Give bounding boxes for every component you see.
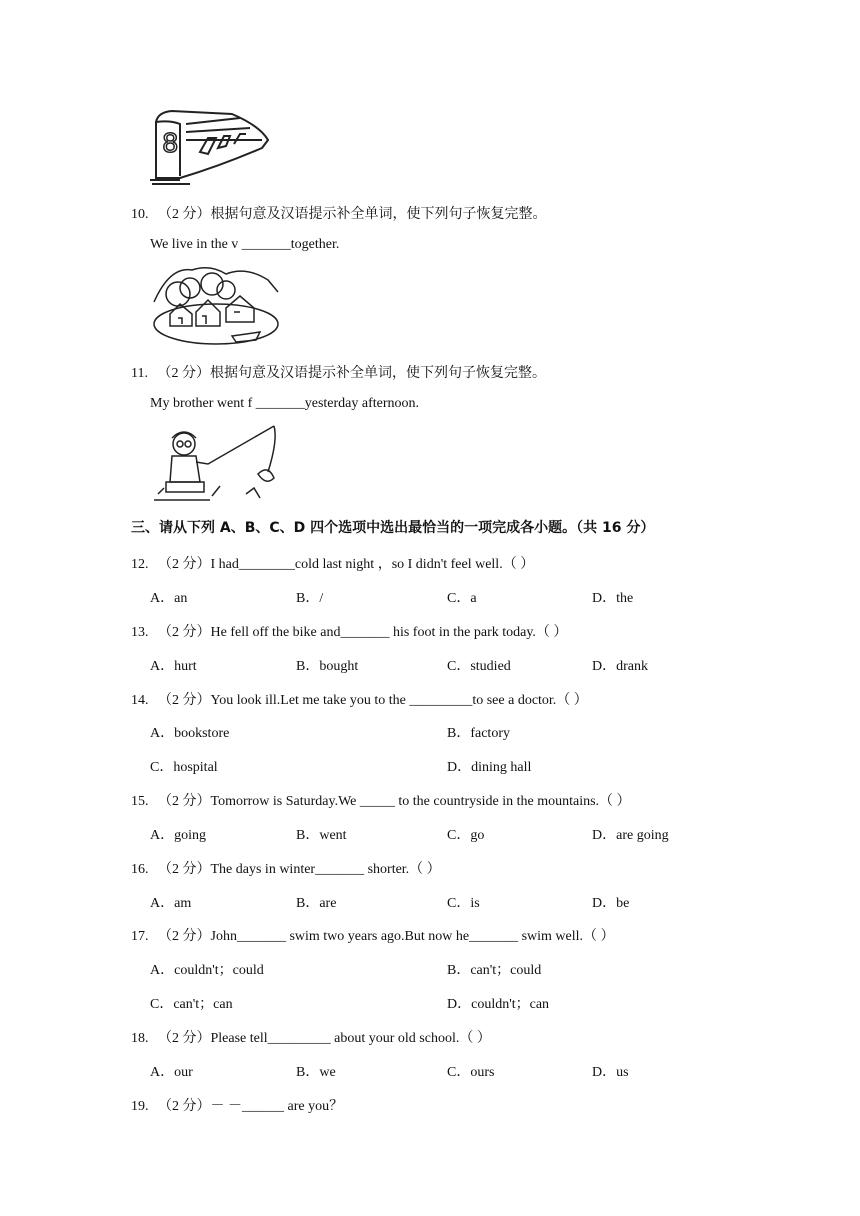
option-c: C．is	[447, 896, 480, 911]
option-b: B．bought	[296, 659, 359, 674]
question-15	[131, 790, 631, 810]
question-number: 15.	[131, 794, 149, 809]
question-stem: （2 分）John_______ swim two years ago.But now he_______ swim well.（ ）	[158, 929, 615, 944]
option-b: B．are	[296, 896, 337, 911]
option-b: B．went	[296, 828, 347, 843]
option-d: D．the	[592, 591, 634, 606]
option-c: C．studied	[447, 659, 511, 674]
question-stem: （2 分）根据句意及汉语提示补全单词，使下列句子恢复完整。	[157, 366, 546, 381]
question-stem: （2 分）The days in winter_______ shorter.（ ）	[158, 862, 441, 877]
option-d: D．dining hall	[447, 760, 532, 775]
question-13	[131, 621, 567, 641]
option-c: C．can't；can	[150, 997, 233, 1012]
question-stem: （2 分）He fell off the bike and_______ his foot in the park today.（ ）	[158, 625, 568, 640]
train-picture	[150, 108, 272, 188]
fishing-picture	[150, 420, 280, 510]
option-d: D．drank	[592, 659, 648, 674]
option-b: B．can't；could	[447, 963, 542, 978]
option-c: C．a	[447, 591, 477, 606]
question-stem: （2 分）根据句意及汉语提示补全单词，使下列句子恢复完整。	[158, 207, 547, 222]
option-c: C．hospital	[150, 760, 218, 775]
section-3-title: 三、请从下列 A、B、C、D 四个选项中选出最恰当的一项完成各小题。（共 16 分）	[131, 520, 655, 536]
question-number: 17.	[131, 929, 149, 944]
option-d: D．couldn't；can	[447, 997, 550, 1012]
question-number: 18.	[131, 1031, 149, 1046]
option-a: A．going	[150, 828, 206, 843]
option-a: A．our	[150, 1065, 193, 1080]
question-16	[131, 858, 441, 878]
option-d: D．be	[592, 896, 630, 911]
question-number: 13.	[131, 625, 149, 640]
question-19	[131, 1095, 343, 1115]
question-12	[131, 553, 534, 573]
option-a: A．bookstore	[150, 726, 230, 741]
option-c: C．ours	[447, 1065, 495, 1080]
question-number: 19.	[131, 1099, 149, 1114]
option-a: A．am	[150, 896, 192, 911]
question-11	[131, 362, 546, 382]
question-stem: （2 分）Tomorrow is Saturday.We _____ to the countryside in the mountains.（ ）	[158, 794, 631, 809]
question-stem: （2 分）I had________cold last night ，so I didn't feel well.（ ）	[158, 557, 535, 572]
question-11-sentence: My brother went f _______yesterday afternoon.	[150, 396, 420, 411]
option-a: A．an	[150, 591, 188, 606]
question-stem: （2 分）You look ill.Let me take you to the _________to see a doctor.（ ）	[158, 693, 588, 708]
question-number: 10.	[131, 207, 149, 222]
question-stem: （2 分）－ －______ are you？	[158, 1099, 344, 1114]
option-c: C．go	[447, 828, 485, 843]
svg-text:8: 8	[162, 129, 179, 159]
question-number: 12.	[131, 557, 149, 572]
question-number: 14.	[131, 693, 149, 708]
question-number: 16.	[131, 862, 149, 877]
question-number: 11.	[131, 366, 148, 381]
option-a: A．couldn't；could	[150, 963, 264, 978]
option-d: D．are going	[592, 828, 669, 843]
question-14	[131, 689, 588, 709]
village-picture	[150, 262, 282, 348]
option-b: B．we	[296, 1065, 336, 1080]
option-d: D．us	[592, 1065, 629, 1080]
question-17	[131, 925, 615, 945]
option-a: A．hurt	[150, 659, 197, 674]
question-10-sentence: We live in the v _______together.	[150, 237, 340, 252]
option-b: B．factory	[447, 726, 510, 741]
question-18	[131, 1027, 491, 1047]
question-10	[131, 203, 547, 223]
question-stem: （2 分）Please tell_________ about your old school.（ ）	[158, 1031, 491, 1046]
option-b: B．/	[296, 591, 324, 606]
